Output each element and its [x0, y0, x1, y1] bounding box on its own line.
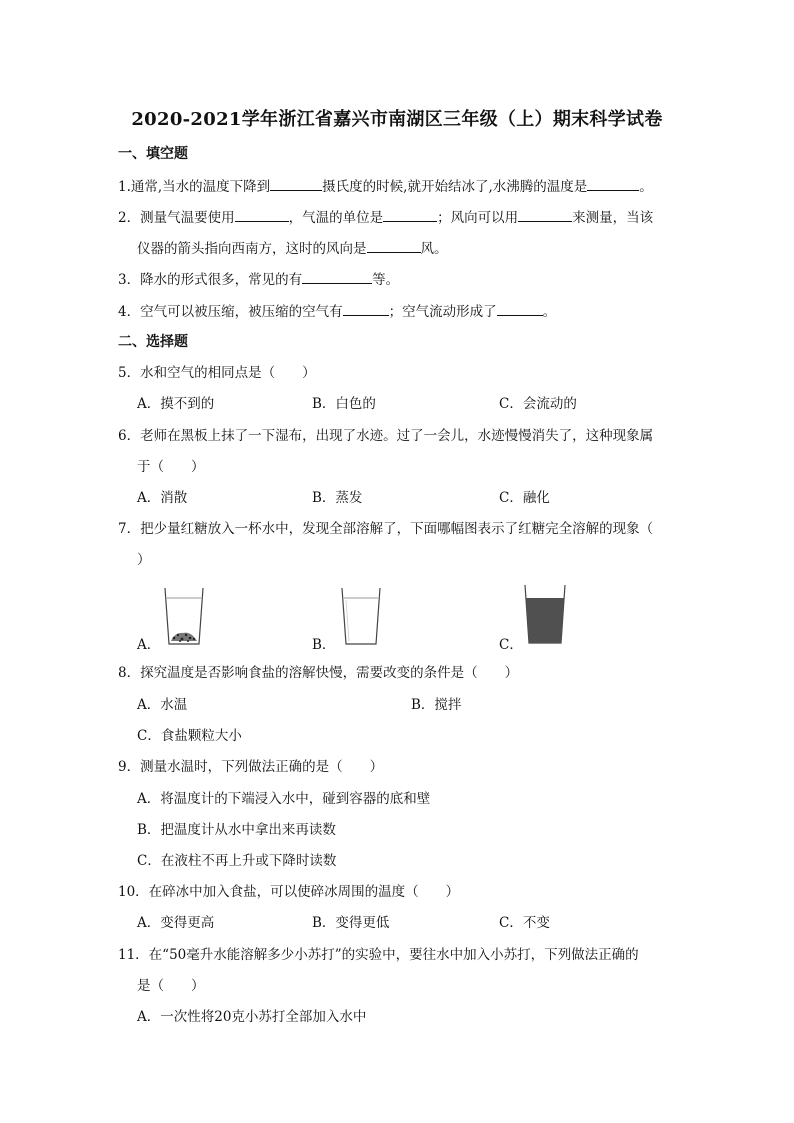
- answer-blank[interactable]: [235, 208, 289, 222]
- option-b[interactable]: B．白色的: [312, 396, 376, 412]
- option-c[interactable]: C．: [499, 637, 523, 653]
- question-6-stem: 6．老师在黑板上抹了一下湿布，出现了水迹。过了一会儿，水迹慢慢消失了，这种现象属: [118, 428, 654, 444]
- question-2-cont: [137, 239, 448, 258]
- beaker-clear-water-image: [340, 586, 382, 648]
- question-10-stem: 10．在碎冰中加入食盐，可以使碎冰周围的温度（ ）: [118, 884, 460, 900]
- section-heading-fill-in: 一、填空题: [118, 146, 188, 162]
- answer-blank[interactable]: [343, 302, 389, 316]
- q2-text-b: ，气温的单位是: [288, 210, 384, 226]
- answer-blank[interactable]: [383, 208, 437, 222]
- option-c[interactable]: C．在液柱不再上升或下降时读数: [137, 853, 337, 869]
- q3-text-a: 3．降水的形式很多，常见的有: [118, 272, 303, 288]
- answer-blank[interactable]: [270, 177, 322, 191]
- option-a[interactable]: A．将温度计的下端浸入水中，碰到容器的底和壁: [137, 791, 431, 807]
- answer-blank[interactable]: [367, 239, 421, 253]
- q2-text-f: 风。: [420, 241, 448, 257]
- question-7-stem-cont: ）: [137, 552, 151, 568]
- beaker-with-sediment-image: [163, 586, 205, 648]
- option-a[interactable]: A．一次性将20克小苏打全部加入水中: [137, 1009, 367, 1025]
- option-b[interactable]: B．蒸发: [312, 490, 363, 506]
- q1-text-c: 。: [639, 179, 653, 195]
- option-c[interactable]: C．不变: [499, 915, 550, 931]
- question-4: [118, 302, 556, 321]
- option-a[interactable]: A．消散: [137, 490, 188, 506]
- question-3: [118, 270, 399, 289]
- q2-text-d: 来测量，当该: [572, 210, 654, 226]
- option-a[interactable]: A．变得更高: [137, 915, 215, 931]
- option-b[interactable]: B．把温度计从水中拿出来再读数: [137, 822, 336, 838]
- q2-text-a: 2．测量气温要使用: [118, 210, 235, 226]
- answer-blank[interactable]: [302, 270, 372, 284]
- q4-text-a: 4．空气可以被压缩，被压缩的空气有: [118, 304, 343, 320]
- option-b[interactable]: B．: [312, 637, 336, 653]
- option-c[interactable]: C．会流动的: [499, 396, 577, 412]
- q3-text-b: 等。: [372, 272, 400, 288]
- question-8-stem: 8．探究温度是否影响食盐的溶解快慢，需要改变的条件是（ ）: [118, 665, 519, 681]
- q4-text-b: ；空气流动形成了: [388, 304, 497, 320]
- question-9-stem: 9．测量水温时，下列做法正确的是（ ）: [118, 759, 384, 775]
- question-2: [118, 208, 653, 227]
- option-a[interactable]: A．摸不到的: [137, 396, 215, 412]
- q2-text-e: 仪器的箭头指向西南方，这时的风向是: [137, 241, 367, 257]
- option-b[interactable]: B．变得更低: [312, 915, 390, 931]
- option-a[interactable]: A．水温: [137, 697, 188, 713]
- answer-blank[interactable]: [518, 208, 572, 222]
- beaker-dark-solution-image: [523, 583, 567, 647]
- page-title: 2020-2021学年浙江省嘉兴市南湖区三年级（上）期末科学试卷: [131, 109, 663, 130]
- question-1: [118, 177, 653, 196]
- question-6-stem-cont: 于（ ）: [137, 459, 205, 475]
- option-a[interactable]: A．: [137, 637, 161, 653]
- answer-blank[interactable]: [587, 177, 639, 191]
- question-7-stem: 7．把少量红糖放入一杯水中，发现全部溶解了，下面哪幅图表示了红糖完全溶解的现象（: [118, 521, 654, 537]
- q1-text-a: 1.通常,当水的温度下降到: [118, 179, 271, 195]
- q2-text-c: ；风向可以用: [437, 210, 519, 226]
- option-b[interactable]: B．搅拌: [411, 697, 462, 713]
- question-11-stem: 11．在“50毫升水能溶解多少小苏打”的实验中，要往水中加入小苏打，下列做法正确的: [118, 947, 639, 963]
- q1-text-b: 摄氏度的时候,就开始结冰了,水沸腾的温度是: [322, 179, 588, 195]
- answer-blank[interactable]: [497, 302, 543, 316]
- question-5-stem: 5．水和空气的相同点是（ ）: [118, 365, 316, 381]
- question-11-stem-cont: 是（ ）: [137, 978, 205, 994]
- q4-text-c: 。: [542, 304, 557, 320]
- section-heading-choice: 二、选择题: [118, 334, 188, 350]
- option-c[interactable]: C．融化: [499, 490, 550, 506]
- option-c[interactable]: C．食盐颗粒大小: [137, 728, 242, 744]
